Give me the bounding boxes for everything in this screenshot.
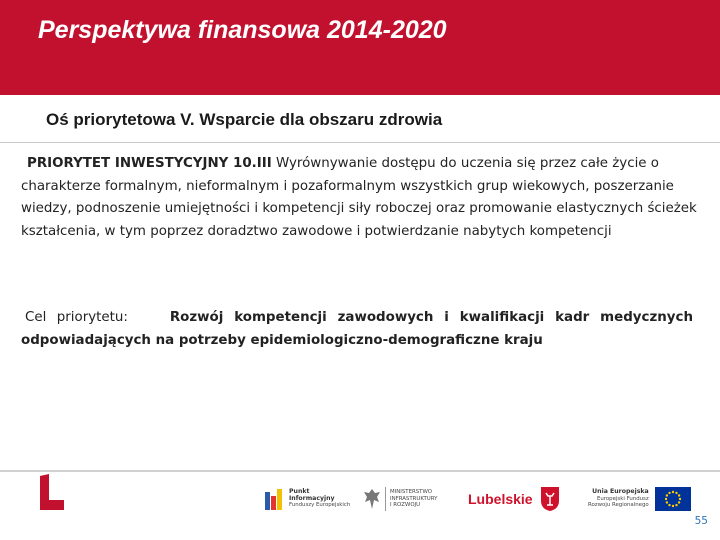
goal-label: Cel priorytetu:	[25, 310, 128, 325]
ministerstwo-logo	[363, 480, 437, 518]
lubelskie-text: Lubelskie	[468, 491, 533, 507]
unia-europejska-logo	[588, 480, 691, 518]
min-line1: MINISTERSTWO	[390, 489, 433, 496]
pi-line2: Informacyjny	[289, 494, 335, 502]
section-subtitle: Oś priorytetowa V. Wsparcie dla obszaru zdrowia	[46, 110, 443, 129]
pi-line3: Funduszy Europejskich	[289, 502, 351, 509]
priority-paragraph	[21, 153, 697, 243]
slide-title: Perspektywa finansowa 2014-2020	[38, 16, 447, 44]
ue-line3: Rozwoju Regionalnego	[588, 502, 649, 509]
footer-divider	[0, 470, 720, 472]
deer-emblem-icon	[539, 486, 561, 512]
priority-text: Wyrównywanie dostępu do uczenia się przez całe życie o charakterze formalnym, nieformalnym i pozaformalnym wszystkich grup wiekowych, poszerzanie wiedzy, podnoszenie umiejętności i kompetencji siły roboczej oraz promowanie elastycznych ścieżek kształcenia, w tym poprzez doradztwo zawodowe i potwierdzanie nabytych kompetencji	[21, 156, 697, 239]
punkt-informacyjny-logo-icon	[264, 486, 284, 512]
lubelskie-logo	[468, 480, 561, 518]
priority-lead: PRIORYTET INWESTYCYJNY 10.III	[27, 156, 272, 171]
ue-line1: Unia Europejska	[592, 488, 649, 496]
eagle-emblem-icon	[363, 487, 381, 511]
ue-line2: Europejski Fundusz	[596, 495, 649, 502]
header-bar	[0, 0, 720, 95]
subtitle-divider	[0, 142, 720, 143]
goal-text: Rozwój kompetencji zawodowych i kwalifikacji kadr medycznych odpowiadających na potrzeby epidemiologiczno-demograficzne kraju	[21, 310, 693, 348]
eu-flag-icon	[655, 487, 691, 511]
min-line3: I ROZWOJU	[390, 502, 421, 509]
punkt-informacyjny-logo	[264, 480, 350, 518]
pi-line1: Punkt	[289, 488, 310, 496]
red-corner-logo-icon	[38, 474, 66, 510]
goal-paragraph	[21, 307, 693, 352]
min-line2: INFRASTRUKTURY	[390, 495, 438, 502]
page-number: 55	[694, 515, 708, 527]
